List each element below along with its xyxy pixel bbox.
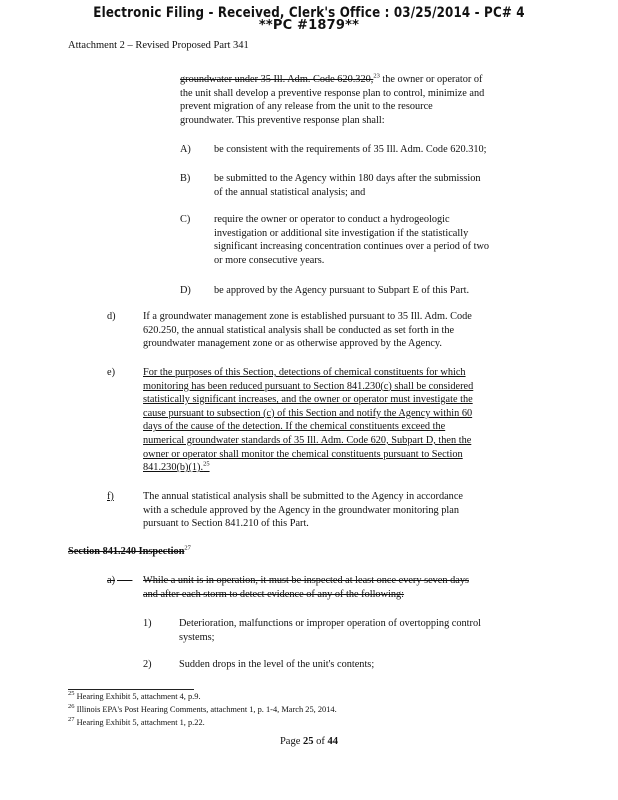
footnote: $^{25}$ Hearing Exhibit 5, attachment 4, p.9.	[68, 690, 201, 701]
footnote: $^{27}$ Hearing Exhibit 5, attachment 1, p.22.	[68, 716, 205, 727]
attachment-header: Attachment 2 – Revised Proposed Part 341	[68, 40, 249, 51]
item-label: a)	[107, 575, 115, 586]
intro-line: the unit shall develop a preventive response plan to control, minimize and	[180, 87, 485, 99]
intro-line: prevent migration of any release from the unit to the resource	[180, 101, 433, 113]
footnote-divider	[68, 689, 194, 690]
filing-stamp: Electronic Filing - Received, Clerk's Office : 03/25/2014 - PC# 4	[93, 5, 525, 21]
item-label: A)	[180, 144, 191, 155]
item-label: e)	[107, 367, 115, 378]
intro-line-1: groundwater under 35 Ill. Adm. Code 620.320,23 the owner or operator of	[180, 72, 483, 85]
struck-text: groundwater under 35 Ill. Adm. Code 620.320,	[180, 74, 374, 85]
intro-line: groundwater. This preventive response plan shall:	[180, 114, 385, 126]
page-number: Page 25 of 44	[279, 736, 339, 747]
item-label: d)	[107, 311, 116, 322]
footnote-ref: 23	[373, 72, 380, 80]
footnote-ref: 27	[184, 544, 191, 552]
item-label: f)	[107, 491, 114, 502]
item-label: C)	[180, 214, 191, 225]
footnote-ref: 25	[203, 460, 210, 468]
pc-number-stamp: **PC #1879**	[258, 18, 360, 33]
intro-paragraph	[180, 73, 550, 127]
item-label: D)	[180, 285, 191, 296]
item-label: 1)	[143, 618, 152, 629]
section-heading: Section 841.240 Inspection$^{27}$	[68, 544, 191, 557]
item-label: 2)	[143, 659, 152, 670]
item-label: B)	[180, 173, 191, 184]
footnote: $^{26}$ Illinois EPA's Post Hearing Comments, attachment 1, p. 1-4, March 25, 2014.	[68, 703, 337, 714]
